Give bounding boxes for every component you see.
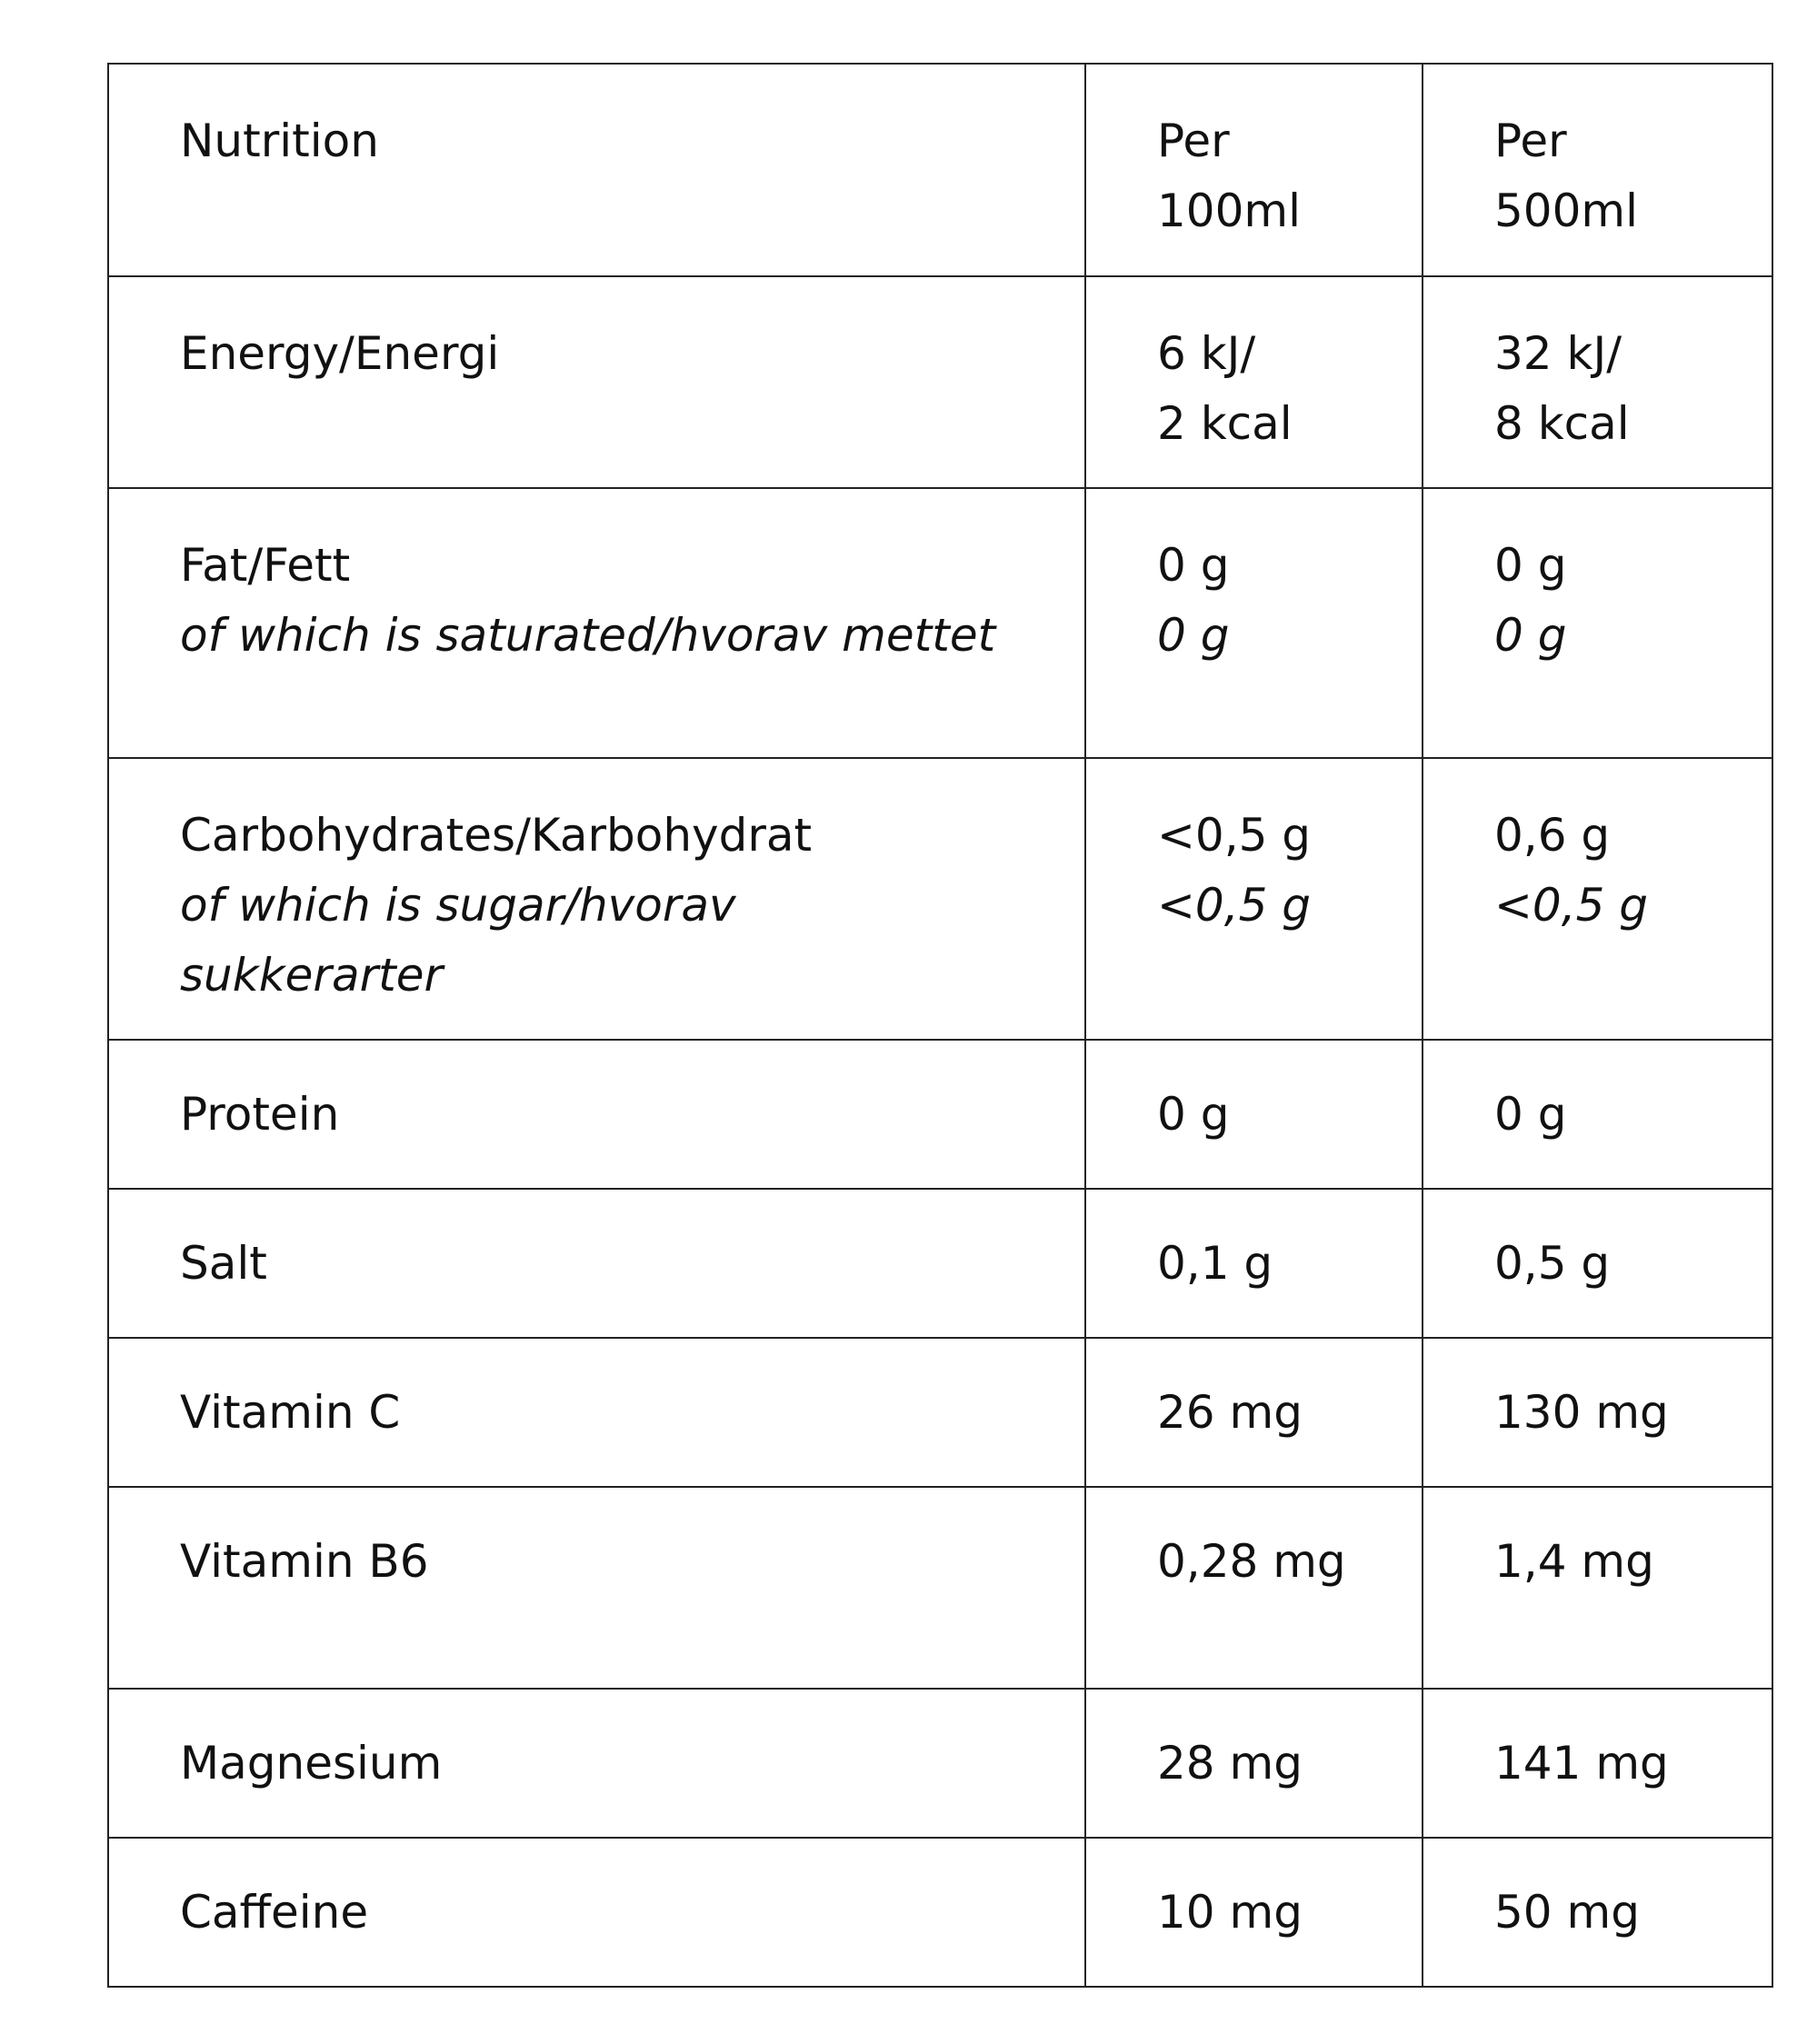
table-row-vitamin-b6 [108,1487,1772,1689]
header-per500-line1: Per [1494,115,1567,167]
per100-value: 28 mg [1157,1737,1303,1790]
row-label-cell [108,1487,1085,1689]
per500-cell [1423,758,1772,1040]
row-label: Salt [180,1237,267,1290]
per500-cell [1423,1487,1772,1689]
row-label: Carbohydrates/Karbohydrat [180,809,813,862]
per500-cell [1423,1040,1772,1189]
row-label: Fat/Fett [180,539,351,592]
per100-cell [1085,1689,1423,1838]
row-label: Caffeine [180,1886,369,1939]
table-row-vitamin-c [108,1338,1772,1487]
per500-value-line2: 8 kcal [1494,397,1630,450]
row-label: Vitamin B6 [180,1535,429,1588]
per100-cell [1085,488,1423,758]
row-sublabel-line1: of which is sugar/hvorav [180,879,736,932]
per500-cell [1423,276,1772,488]
per100-cell [1085,1189,1423,1338]
per500-value: 1,4 mg [1494,1535,1654,1588]
row-sublabel: of which is saturated/hvorav mettet [180,609,996,662]
header-per100-line1: Per [1157,115,1230,167]
header-row [108,64,1772,276]
table-row-carbohydrates [108,758,1772,1040]
row-label-cell [108,1189,1085,1338]
header-per100-cell [1085,64,1423,276]
per100-value: 0 g [1157,539,1230,592]
per500-cell [1423,1189,1772,1338]
table-row-energy [108,276,1772,488]
header-nutrition-cell [108,64,1085,276]
per500-cell [1423,1338,1772,1487]
per500-value: 0,5 g [1494,1237,1611,1290]
table-row-protein [108,1040,1772,1189]
per100-sub-value: 0 g [1157,609,1230,662]
table-row-magnesium [108,1689,1772,1838]
header-per500-line2: 500ml [1494,184,1639,237]
row-label-cell [108,488,1085,758]
per100-value: 26 mg [1157,1386,1303,1439]
per100-value: 10 mg [1157,1886,1303,1939]
per500-sub-value: <0,5 g [1494,879,1649,932]
per500-value-line1: 32 kJ/ [1494,327,1622,380]
row-label-cell [108,1838,1085,1987]
per100-value: 0 g [1157,1088,1230,1141]
header-per500-cell [1423,64,1772,276]
row-label-cell [108,1040,1085,1189]
per500-sub-value: 0 g [1494,609,1567,662]
table-row-fat [108,488,1772,758]
per100-value: <0,5 g [1157,809,1312,862]
per500-value: 130 mg [1494,1386,1669,1439]
per100-cell [1085,276,1423,488]
header-per100-line2: 100ml [1157,184,1302,237]
row-label: Energy/Energi [180,327,500,380]
per100-value: 0,28 mg [1157,1535,1346,1588]
row-label-cell [108,1689,1085,1838]
per500-cell [1423,1838,1772,1987]
row-label: Magnesium [180,1737,443,1790]
per100-cell [1085,1838,1423,1987]
per500-cell [1423,1689,1772,1838]
row-label: Vitamin C [180,1386,401,1439]
per100-cell [1085,1487,1423,1689]
per500-value: 0 g [1494,1088,1567,1141]
per500-value: 0 g [1494,539,1567,592]
per100-cell [1085,1040,1423,1189]
row-sublabel-line2: sukkerarter [180,949,444,1002]
per500-value: 0,6 g [1494,809,1611,862]
per500-cell [1423,488,1772,758]
per100-cell [1085,1338,1423,1487]
per100-value-line2: 2 kcal [1157,397,1293,450]
per100-value: 0,1 g [1157,1237,1273,1290]
header-nutrition: Nutrition [180,115,379,167]
row-label: Protein [180,1088,340,1141]
row-label-cell [108,1338,1085,1487]
per100-value-line1: 6 kJ/ [1157,327,1256,380]
per100-sub-value: <0,5 g [1157,879,1312,932]
nutrition-table [107,63,1773,1988]
row-label-cell [108,276,1085,488]
table-row-caffeine [108,1838,1772,1987]
per500-value: 50 mg [1494,1886,1640,1939]
row-label-cell [108,758,1085,1040]
per500-value: 141 mg [1494,1737,1669,1790]
per100-cell [1085,758,1423,1040]
table-row-salt [108,1189,1772,1338]
